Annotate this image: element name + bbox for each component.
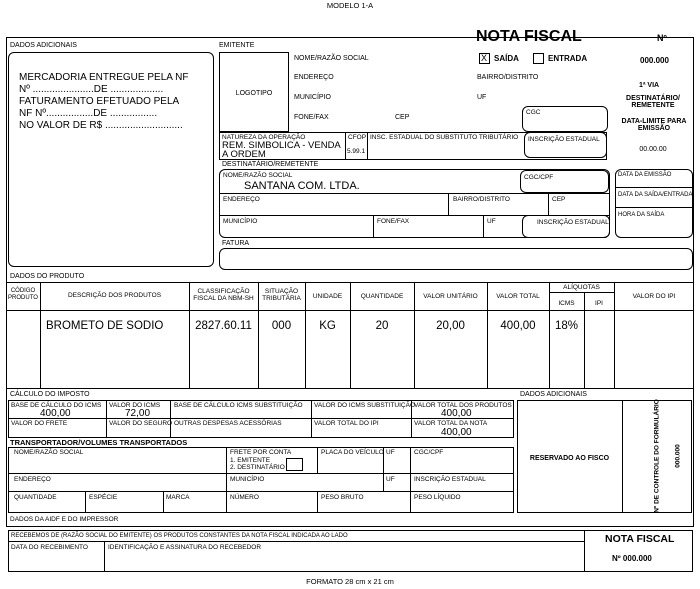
base-icms-label: BASE DE CÁLCULO DO ICMS [11,402,102,409]
valor-seguro-label: VALOR DO SEGURO [109,420,173,427]
transp-especie-label: ESPÉCIE [89,494,118,501]
destinatario-heading: DESTINATÁRIO/REMETENTE [222,161,319,168]
valor-nota-value: 400,00 [441,427,472,438]
divider [85,491,86,513]
divider [163,491,164,513]
valor-icms-value: 72,00 [125,408,151,419]
divider [170,400,171,438]
transportador-heading: TRANSPORTADOR/VOLUMES TRANSPORTADOS [10,438,188,447]
divider [549,292,614,293]
valor-frete-label: VALOR DO FRETE [11,420,68,427]
cfop-label: CFOP [348,134,367,141]
imposto-heading: CÁLCULO DO IMPOSTO [10,391,90,398]
divider [584,530,585,572]
canhoto-nota-title: NOTA FISCAL [605,533,675,545]
aidf-label: DADOS DA AIDF E DO IMPRESSOR [10,516,119,523]
hora-saida-label: HORA DA SAÍDA [618,212,665,218]
saida-label: SAÍDA [494,54,519,63]
dest-cgc-box [520,170,609,193]
transp-quantidade-label: QUANTIDADE [14,494,57,501]
col-codigo: CÓDIGO PRODUTO [8,288,38,301]
dest-nome-label: NOME/RAZÃO SOCIAL [223,172,293,179]
via-label: 1ª VIA [639,82,660,89]
divider [317,447,318,473]
dest-inscricao-box [522,215,610,238]
transp-nome-label: NOME/RAZÃO SOCIAL [14,449,84,456]
col-valor-unitario: VALOR UNITÁRIO [423,293,478,300]
natureza-value: REM. SIMBOLICA - VENDA A ORDEM [222,140,341,160]
divider [549,282,550,389]
produto-valor-total: 400,00 [500,320,536,332]
insc-subst-label: INSC. ESTADUAL DO SUBSTITUTO TRIBUTÁRIO [370,134,519,141]
dados-adicionais-line: NO VALOR DE R$ ............................ [19,120,183,131]
base-icms-value: 400,00 [40,408,71,419]
produto-situacao: 000 [271,320,292,332]
emitente-endereco-label: ENDEREÇO [294,74,334,81]
produto-descricao: BROMETO DE SODIO [46,320,164,332]
model-title: MODELO 1-A [326,1,374,10]
canhoto-nota-numero: Nº 000.000 [612,554,652,563]
divider [615,187,693,188]
nota-numero-label: Nº [657,33,667,43]
divider [8,541,584,542]
frete-destinatario: 2. DESTINATÁRIO [230,464,285,471]
outras-despesas-label: OUTRAS DESPESAS ACESSÓRIAS [174,420,282,427]
dados-adicionais-line: NF Nº.................DE ................. [19,108,158,119]
data-saida-label: DATA DA SAÍDA/ENTRADA [618,192,693,198]
dados-adicionais-line: MERCADORIA ENTREGUE PELA NF [19,72,189,83]
dest-nome-value: SANTANA COM. LTDA. [244,180,360,192]
col-unidade: UNIDADE [312,293,343,300]
dest-uf-label: UF [487,218,496,225]
emitente-cgc-label: CGC [526,109,541,116]
frete-label: FRETE POR CONTA [230,449,292,456]
divider [548,193,549,215]
divider [311,400,312,438]
cfop-value: 5.99.1 [347,148,366,155]
col-quantidade: QUANTIDADE [360,293,404,300]
emitente-municipio-label: MUNICÍPIO [294,94,331,101]
divider [8,473,514,474]
logotipo-label: LOGOTIPO [235,90,273,97]
emitente-nome-label: NOME/RAZÃO SOCIAL [294,55,369,62]
emitente-bairro-label: BAIRRO/DISTRITO [477,74,539,81]
dados-adicionais-line: FATURAMENTO EFETUADO PELA [19,96,180,107]
emitente-inscricao-label: INSCRIÇÃO ESTADUAL [528,136,600,143]
dest-cep-label: CEP [552,196,566,203]
peso-bruto-label: PESO BRUTO [321,494,364,501]
data-recebimento-label: DATA DO RECEBIMENTO [11,544,88,551]
controle-formulario-value: 000.000 [674,444,682,468]
dados-adicionais-heading: DADOS ADICIONAIS [10,42,77,49]
transp-marca-label: MARCA [166,494,190,501]
saida-check-mark: X [481,53,488,63]
col-aliquotas: ALÍQUOTAS [563,284,600,291]
col-classificacao: CLASSIFICAÇÃO FISCAL DA NBM-SH [193,288,254,302]
emitente-cgc-box [522,106,608,132]
emitente-inscricao-box [524,132,607,158]
transp-uf2-label: UF [386,476,395,483]
divider [226,447,227,513]
dest-municipio-label: MUNICÍPIO [223,218,258,225]
emitente-heading: EMITENTE [219,42,255,49]
divider [410,447,411,513]
identificacao-label: IDENTIFICAÇÃO E ASSINATURA DO RECEBEDOR [108,544,262,551]
divider [8,418,514,419]
divider [219,193,610,194]
frete-checkbox[interactable] [286,458,303,471]
dados-adicionais-box [8,52,214,267]
saida-checkbox[interactable] [479,53,490,64]
emitente-cep-label: CEP [395,114,410,121]
divider [345,132,346,160]
entrada-checkbox[interactable] [533,53,544,64]
nota-fiscal-title: NOTA FISCAL [476,28,582,45]
divider [317,491,318,513]
produto-quantidade: 20 [375,320,389,332]
transp-endereco-label: ENDEREÇO [14,476,51,483]
valor-subst-label: VALOR DO ICMS SUBSTITUIÇÃO [314,402,416,409]
entrada-label: ENTRADA [548,54,588,63]
transp-municipio-label: MUNICÍPIO [230,476,265,483]
divider [615,207,693,208]
col-valor-total: VALOR TOTAL [496,293,540,300]
emitente-fone-label: FONE/FAX [294,114,329,121]
valor-produtos-value: 400,00 [441,408,472,419]
data-limite-value: 00.00.00 [639,146,667,153]
produto-icms: 18% [554,320,579,332]
transp-cgc-label: CGC/CPF [414,449,444,456]
via-destinatario: DESTINATÁRIO/ REMETENTE [626,95,680,109]
produto-classificacao: 2827.60.11 [195,320,252,332]
valor-icms-label: VALOR DO ICMS [109,402,161,409]
dados-adicionais-2-heading: DADOS ADICIONAIS [520,391,587,398]
placa-label: PLACA DO VEÍCULO [321,449,384,456]
frete-emitente: 1. EMITENTE [230,457,271,464]
peso-liquido-label: PESO LÍQUIDO [414,494,461,501]
produtos-heading: DADOS DO PRODUTO [10,273,85,280]
transp-inscricao-label: INSCRIÇÃO ESTADUAL [414,476,486,483]
divider [8,491,514,492]
divider [104,541,105,572]
reservado-fisco-label: RESERVADO AO FISCO [529,455,610,462]
dest-fone-label: FONE/FAX [377,218,410,225]
datas-box [615,169,693,238]
natureza-label: NATUREZA DA OPERAÇÃO [222,134,306,141]
col-situacao: SITUAÇÃO TRIBUTÁRIA [262,288,301,302]
transp-uf-label: UF [386,449,395,456]
produto-unidade: KG [319,320,336,332]
divider [483,215,484,238]
format-caption: FORMATO 28 cm x 21 cm [306,577,394,586]
divider [622,400,623,513]
col-descricao: DESCRIÇÃO DOS PRODUTOS [67,292,162,299]
produto-valor-unitario: 20,00 [436,320,465,332]
col-ipi: IPI [595,300,603,307]
dest-inscricao-label: INSCRIÇÃO ESTADUAL [537,219,609,226]
dados-adicionais-line: Nº ......................DE ................... [19,84,164,95]
controle-formulario-label: Nº DE CONTROLE DO FORMULÁRIO [653,399,661,513]
divider [373,215,374,238]
recebemos-label: RECEBEMOS DE (RAZÃO SOCIAL DO EMITENTE) OS PRODUTOS CONSTANTES DA NOTA FISCAL INDICADA AO LADO [11,533,348,539]
transp-numero-label: NÚMERO [230,494,259,501]
fatura-label: FATURA [222,240,250,247]
divider [106,400,107,438]
divider [367,132,368,160]
data-limite-label: DATA-LIMITE PARA EMISSÃO [621,118,687,132]
valor-produtos-label: VALOR TOTAL DOS PRODUTOS [414,402,512,409]
emitente-uf-label: UF [477,94,487,101]
dest-bairro-label: BAIRRO/DISTRITO [453,196,510,203]
divider [448,193,449,215]
dest-endereco-label: ENDEREÇO [223,196,260,203]
nota-numero-value: 000.000 [640,56,669,65]
fatura-box [219,248,693,270]
logotipo-box [219,52,289,132]
dest-cgc-label: CGC/CPF [524,174,554,181]
valor-nota-label: VALOR TOTAL DA NOTA [414,420,488,427]
data-emissao-label: DATA DA EMISSÃO [618,172,672,178]
col-icms: ICMS [558,300,575,307]
col-valor-ipi: VALOR DO IPI [632,293,676,300]
valor-ipi-label: VALOR TOTAL DO IPI [314,420,379,427]
base-subst-label: BASE DE CÁLCULO ICMS SUBSTITUIÇÃO [174,402,303,409]
